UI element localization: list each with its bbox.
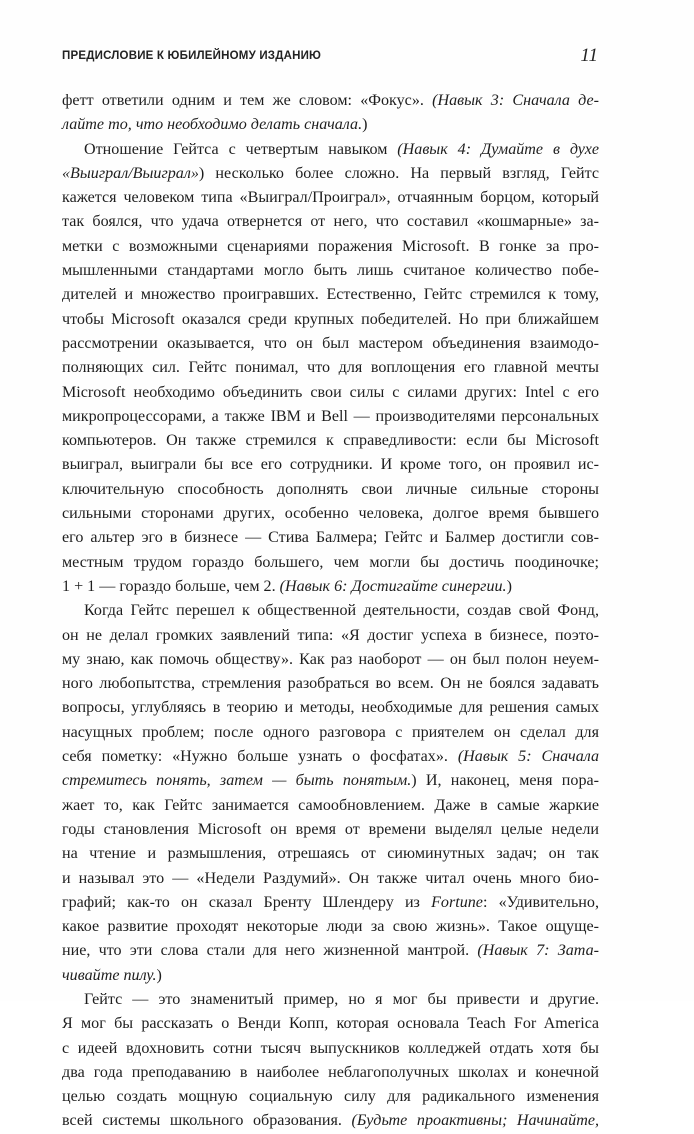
text-line: Я мог бы рассказать о Венди Копп, которая основала Teach For America [62, 1015, 599, 1033]
text-line: жает то, как Гейтс занимается самообновлением. Даже в самые жаркие [62, 796, 599, 814]
text-line: фетт ответили одним и тем же словом: «Фокус». (Навык 3: Сначала де- [62, 92, 599, 109]
text-line: му знаю, как помочь обществу». Как раз наоборот — он был полон неуем- [62, 650, 599, 668]
paragraph-start-line: Отношение Гейтса с четвертым навыком (Навык 4: Думайте в духе [84, 140, 599, 158]
text-line: так боялся, что удача отвернется от него, что составил «кошмарные» за- [62, 213, 599, 231]
text-line: дителей и множество проигравших. Естественно, Гейтс стремился к тому, [62, 286, 599, 304]
text-line: целью создать мощную социальную силу для радикального изменения [62, 1088, 599, 1106]
text-line: сильными сторонами других, особенно человека, долгое время бывшего [62, 505, 599, 523]
text-line: лайте то, что необходимо делать сначала.) [62, 116, 368, 134]
text-line: компьютеров. Он также стремился к справедливости: если бы Microsoft [62, 432, 599, 450]
text-line: вопросы, углубляясь в теорию и методы, необходимые для решения самых [62, 699, 599, 717]
text-line: он не делал громких заявлений типа: «Я достиг успеха в бизнесе, поэто- [62, 626, 599, 644]
paragraph-start-line: Когда Гейтс перешел к общественной деятельности, создав свой Фонд, [84, 602, 599, 620]
text-line: графий; как-то он сказал Бренту Шлендеру из Fortune: «Удивительно, [62, 893, 599, 911]
text-line: Microsoft необходимо объединить свои силы с силами других: Intel с его [62, 383, 599, 401]
text-line: себя пометку: «Нужно больше узнать о фосфатах». (Навык 5: Сначала [62, 748, 599, 766]
text-line: 1 + 1 — гораздо больше, чем 2. (Навык 6: Достигайте синергии.) [62, 577, 512, 595]
text-line: полняющих сил. Гейтс понимал, что для воплощения его главной мечты [62, 359, 599, 377]
text-line: мышленными стандартами могло быть лишь считаное количество побе- [62, 262, 599, 280]
text-line: всей системы школьного образования. (Будьте проактивны; Начинайте, [62, 1112, 599, 1130]
paragraph-start-line: Гейтс — это знаменитый пример, но я мог бы привести и другие. [84, 990, 599, 1008]
text-line: два года преподаванию в наиболее неблагополучных школах и конечной [62, 1063, 599, 1081]
text-line: выиграл, выиграли бы все его сотрудники. И кроме того, он проявил ис- [62, 456, 599, 474]
text-line: чтобы Microsoft оказался среди крупных победителей. Но при ближайшем [62, 310, 599, 328]
text-line: «Выиграл/Выиграл») несколько более сложно. На первый взгляд, Гейтс [62, 164, 599, 182]
text-line: микропроцессорами, а также IBM и Bell — производителями персональных [62, 407, 599, 425]
text-line: кажется человеком типа «Выиграл/Проиграл», отчаянным борцом, который [62, 189, 599, 207]
text-line: рассмотрении оказывается, что он был мастером объединения взаимодо- [62, 334, 599, 352]
body-text [62, 89, 599, 1134]
text-line: на чтение и размышления, отрешаясь от сиюминутных задач; он так [62, 845, 599, 863]
text-line: чивайте пилу.) [62, 966, 162, 984]
text-line: ного любопытства, стремления разобраться во всем. Он не боялся задавать [62, 675, 599, 693]
text-line: метки с возможными сценариями поражения Microsoft. В гонке за про- [62, 237, 599, 255]
text-line: стремитесь понять, затем — быть понятым.) И, наконец, меня пора- [62, 772, 599, 790]
text-line: его альтер эго в бизнесе — Стива Балмера; Гейтс и Балмер достигли сов- [62, 529, 599, 547]
text-line: и называл это — «Недели Раздумий». Он также читал очень много био- [62, 869, 599, 887]
text-line: ключительную способность дополнять свои личные сильные стороны [62, 480, 599, 498]
text-line: какое развитие проходят некоторые люди за свою жизнь». Такое ощуще- [62, 918, 599, 936]
page-number: 11 [580, 45, 598, 66]
text-line: местным трудом гораздо большего, чем могли бы достичь поодиночке; [62, 553, 599, 571]
text-line: с идеей вдохновить сотни тысяч выпускников колледжей отдать хотя бы [62, 1039, 599, 1057]
running-head: ПРЕДИСЛОВИЕ К ЮБИЛЕЙНОМУ ИЗДАНИЮ [62, 50, 322, 62]
text-line: годы становления Microsoft он время от времени выделял целые недели [62, 820, 599, 838]
text-line: насущных проблем; после одного разговора с приятелем он сделал для [62, 723, 599, 741]
text-line: ние, что эти слова стали для него жизненной мантрой. (Навык 7: Зата- [62, 942, 599, 960]
